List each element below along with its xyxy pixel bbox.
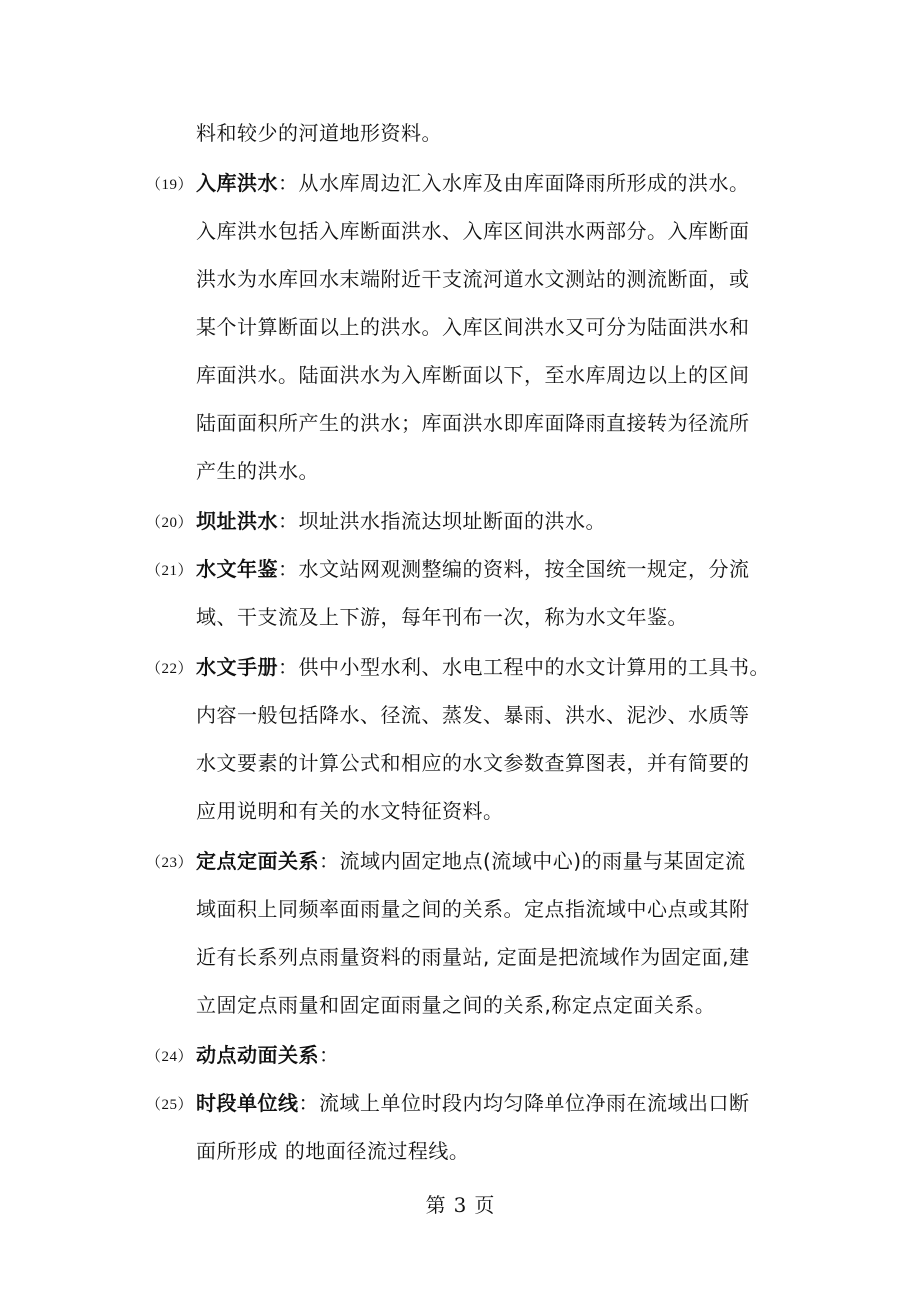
entry-first-line (196, 652, 770, 682)
paragraph-line: 产生的洪水。 (196, 459, 319, 483)
paragraph-line: 入库洪水包括入库断面洪水、入库区间洪水两部分。入库断面 (196, 219, 750, 243)
entry-term: 时段单位线 (196, 1091, 299, 1115)
entry-number: （20） (146, 515, 194, 531)
entry-term: 定点定面关系 (196, 849, 319, 873)
entry-first-line (196, 846, 746, 876)
paragraph-line: 面所形成 的地面径流过程线。 (196, 1139, 470, 1163)
entry-text: ：流域上单位时段内均匀降单位净雨在流域出口断 (298, 1091, 750, 1115)
paragraph-line: 域、干支流及上下游，每年刊布一次，称为水文年鉴。 (196, 605, 688, 629)
entry-number: （24） (146, 1049, 194, 1065)
entry-term: 坝址洪水 (196, 509, 278, 533)
entry-first-line (196, 1088, 750, 1118)
page-number: 3 (453, 1193, 467, 1217)
entry-text: ：供中小型水利、水电工程中的水文计算用的工具书。 (278, 655, 770, 679)
entry-term: 入库洪水 (196, 171, 278, 195)
entry-first-line (196, 554, 750, 584)
entry-text: ：水文站网观测整编的资料，按全国统一规定，分流 (278, 557, 750, 581)
entry-first-line (196, 506, 606, 536)
entry-text: ：坝址洪水指流达坝址断面的洪水。 (278, 509, 606, 533)
paragraph-line: 内容一般包括降水、径流、蒸发、暴雨、洪水、泥沙、水质等 (196, 703, 750, 727)
entry-first-line (196, 168, 750, 198)
paragraph-line: 料和较少的河道地形资料。 (196, 121, 442, 145)
entry-term: 水文年鉴 (196, 557, 278, 581)
paragraph-line: 陆面面积所产生的洪水；库面洪水即库面降雨直接转为径流所 (196, 411, 750, 435)
paragraph-line: 域面积上同频率面雨量之间的关系。定点指流域中心点或其附 (196, 897, 750, 921)
paragraph-line: 水文要素的计算公式和相应的水文参数查算图表，并有简要的 (196, 751, 750, 775)
entry-number: （25） (146, 1097, 194, 1113)
entry-term: 水文手册 (196, 655, 278, 679)
paragraph-line: 近有长系列点雨量资料的雨量站, 定面是把流域作为固定面,建 (196, 945, 750, 969)
paragraph-line: 洪水为水库回水末端附近干支流河道水文测站的测流断面，或 (196, 267, 750, 291)
entry-term: 动点动面关系 (196, 1043, 319, 1067)
footer-suffix: 页 (474, 1193, 495, 1217)
footer-prefix: 第 (425, 1193, 446, 1217)
entry-number: （22） (146, 661, 194, 677)
entry-number: （23） (146, 855, 194, 871)
entry-number: （21） (146, 563, 194, 579)
entry-number: （19） (146, 177, 194, 193)
paragraph-line: 库面洪水。陆面洪水为入库断面以下，至水库周边以上的区间 (196, 363, 750, 387)
page-footer (0, 1190, 920, 1220)
entry-text: ：流域内固定地点(流域中心)的雨量与某固定流 (319, 849, 746, 873)
paragraph-line: 立固定点雨量和固定面雨量之间的关系,称定点定面关系。 (196, 993, 716, 1017)
paragraph-line: 某个计算断面以上的洪水。入库区间洪水又可分为陆面洪水和 (196, 315, 750, 339)
entry-text: ：从水库周边汇入水库及由库面降雨所形成的洪水。 (278, 171, 750, 195)
entry-first-line (196, 1040, 340, 1070)
entry-text: ： (319, 1043, 340, 1067)
paragraph-line: 应用说明和有关的水文特征资料。 (196, 799, 504, 823)
